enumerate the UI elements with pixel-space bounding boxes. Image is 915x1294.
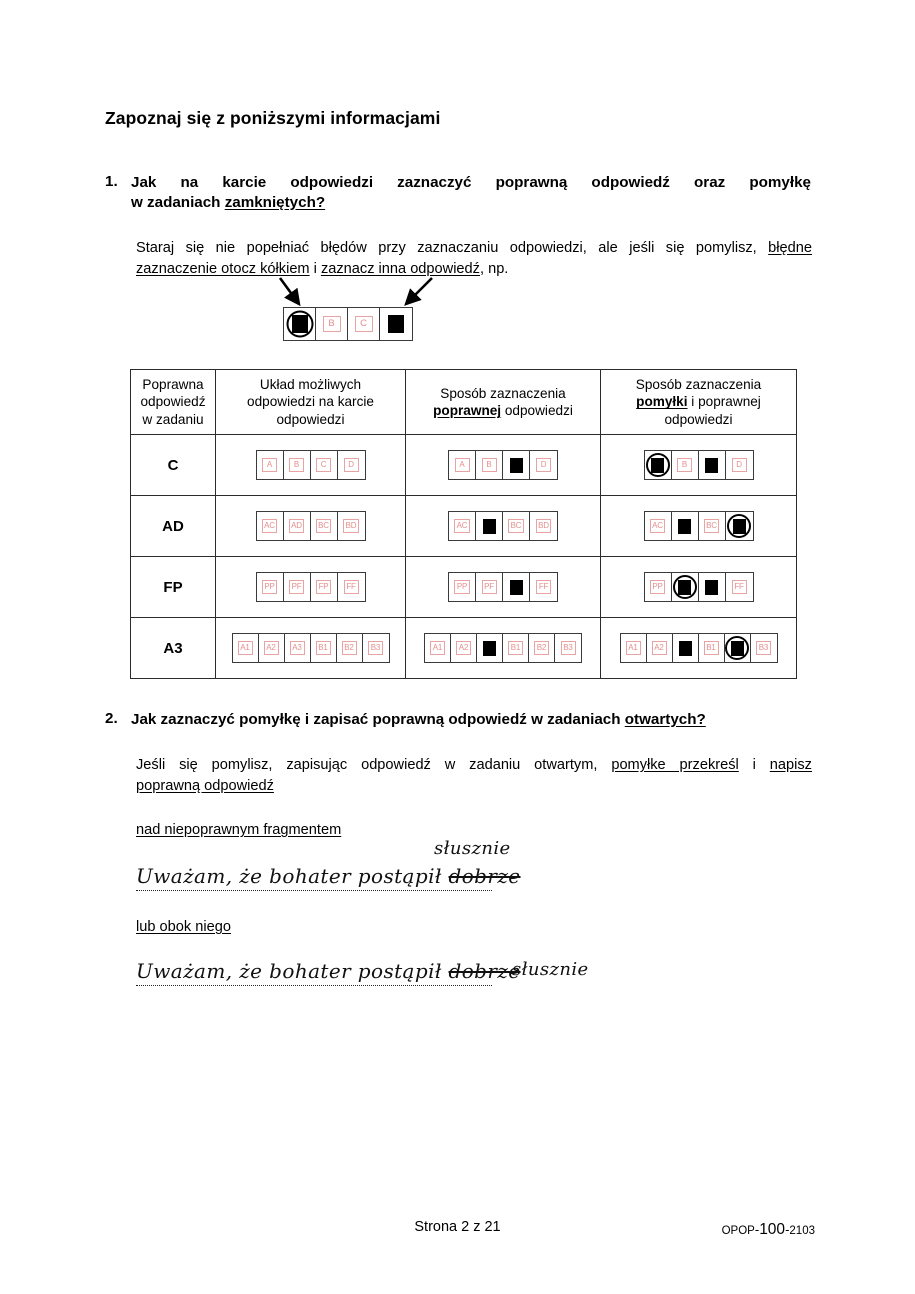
footer-code-part-1: OPOP (721, 1225, 755, 1237)
paragraph-1-underline-1-rest: zaznaczenie otocz kółkiem (136, 260, 310, 277)
answer-option-label: AC (650, 519, 666, 533)
cell-correct-marking (406, 435, 601, 496)
page-title: Zapoznaj się z poniższymi informacjami (105, 108, 441, 128)
table-header-3-post: odpowiedzi (501, 403, 573, 419)
circle-mark-icon (646, 453, 670, 477)
answer-option-label: PP (262, 580, 277, 594)
table-header-correct-marking (406, 370, 601, 435)
answer-option-label: A1 (626, 641, 641, 655)
answer-option-label: B3 (756, 641, 771, 655)
answer-option-cell[interactable] (621, 634, 647, 662)
arrow-right (406, 278, 432, 304)
circle-mark-icon (727, 514, 751, 538)
handwriting-sentence-1 (136, 864, 521, 888)
cell-correct-marking (406, 496, 601, 557)
question-1-line-2-underlined: zamkniętych? (224, 193, 326, 211)
footer-code-sep-1: - (754, 1222, 760, 1237)
strip-wrapper (406, 511, 600, 541)
handwriting-correction-beside: słusznie (512, 959, 589, 980)
answer-option-cell[interactable] (555, 634, 581, 662)
answer-option-strip (448, 450, 558, 480)
paragraph-2-line-1 (136, 755, 812, 776)
answer-option-strip (424, 633, 582, 663)
answer-option-label: PP (454, 580, 469, 594)
filled-square-icon (483, 641, 496, 656)
question-2-number: 2. (105, 710, 118, 727)
answer-option-cell[interactable] (645, 512, 672, 540)
answer-option-label: D (536, 458, 551, 472)
answer-option-cell[interactable] (311, 451, 338, 479)
answer-option-cell[interactable] (503, 451, 530, 479)
footer-code-sep-2: - (785, 1222, 790, 1237)
answer-option-label: FF (732, 580, 747, 594)
answer-option-label: B1 (316, 641, 331, 655)
strip-wrapper (601, 450, 796, 480)
answer-option-label: A1 (238, 641, 253, 655)
cell-option-layout (216, 618, 406, 679)
answer-option-label: BD (343, 519, 359, 533)
answer-option-cell[interactable] (451, 634, 477, 662)
table-header-correct-answer (131, 370, 216, 435)
filled-square-icon (510, 580, 523, 595)
answer-option-label: FP (316, 580, 331, 594)
answer-option-strip (448, 572, 558, 602)
footer-code-part-2: 100 (759, 1221, 786, 1238)
cell-correct-answer: AD (131, 496, 216, 557)
cell-correct-marking (406, 618, 601, 679)
strip-wrapper (406, 450, 600, 480)
answer-option-label: C (355, 316, 373, 333)
cell-correct-answer: FP (131, 557, 216, 618)
answer-option-label: C (316, 458, 331, 472)
footer-page-number: Strona 2 z 21 (414, 1219, 501, 1235)
paragraph-1-underline-2: zaznacz inna odpowiedź (320, 260, 480, 277)
strip-wrapper (601, 511, 796, 541)
answer-option-cell[interactable] (284, 512, 311, 540)
answer-option-label: A2 (264, 641, 279, 655)
answer-option-cell[interactable] (233, 634, 259, 662)
answer-option-cell[interactable] (699, 451, 726, 479)
answer-option-cell[interactable] (672, 573, 699, 601)
filled-square-icon (483, 519, 496, 534)
footer-code-part-3: 2103 (789, 1225, 815, 1237)
cell-mistake-marking (601, 496, 797, 557)
answer-option-strip (232, 633, 390, 663)
table-header-layout (216, 370, 406, 435)
answer-option-strip (644, 511, 754, 541)
answer-option-label: B2 (342, 641, 357, 655)
answer-option-strip (620, 633, 778, 663)
strip-wrapper (601, 633, 796, 663)
cell-mistake-marking (601, 618, 797, 679)
answer-option-label: A2 (652, 641, 667, 655)
example-option-strip (283, 307, 413, 341)
answer-option-label: PF (482, 580, 497, 594)
answer-option-cell[interactable] (449, 451, 476, 479)
question-1-number: 1. (105, 173, 118, 190)
answer-option-cell[interactable] (476, 573, 503, 601)
paragraph-2-mid: i (738, 757, 770, 773)
answer-option-label: B (677, 458, 692, 472)
answer-option-cell[interactable] (699, 573, 726, 601)
answer-option-cell[interactable] (726, 451, 753, 479)
answer-option-label: A3 (290, 641, 305, 655)
answer-option-label: AC (454, 519, 470, 533)
answer-option-cell[interactable] (338, 451, 365, 479)
answer-option-cell[interactable] (726, 573, 753, 601)
handwriting-sentence-2-struck: dobrze (448, 959, 521, 983)
strip-wrapper (406, 633, 600, 663)
answer-option-cell[interactable] (699, 512, 726, 540)
answer-option-label: PP (650, 580, 665, 594)
handwriting-correction-above: słusznie (434, 838, 511, 859)
answer-option-cell[interactable] (673, 634, 699, 662)
paragraph-2-underline-2-head: napisz (769, 757, 812, 773)
answer-option-cell[interactable] (363, 634, 389, 662)
answer-option-cell[interactable] (477, 634, 503, 662)
example-answer-strip (283, 307, 413, 341)
paragraph-2-underline-1: pomyłke przekreśl (611, 757, 739, 773)
answer-option-cell[interactable] (530, 512, 557, 540)
filled-square-icon (678, 519, 691, 534)
answer-option-cell[interactable] (699, 634, 725, 662)
question-1-line-1: Jak na karcie odpowiedzi zaznaczyć poprawną odpowiedź oraz pomyłkę (131, 174, 811, 191)
answer-option-label: AC (262, 519, 278, 533)
table-header-2-text: Układ możliwych odpowiedzi na karcie odpowiedzi (247, 377, 374, 427)
strip-wrapper (216, 511, 405, 541)
answer-option-cell[interactable] (645, 451, 672, 479)
answer-option-label: D (344, 458, 359, 472)
label-beside-fragment: lub obok niego (136, 919, 231, 935)
table-header-3-pre: Sposób zaznaczenia (440, 385, 566, 401)
answer-option-cell[interactable] (645, 573, 672, 601)
handwriting-sentence-2-kept: Uważam, że bohater postąpił (136, 959, 442, 983)
label-above-fragment: nad niepoprawnym fragmentem (136, 822, 342, 838)
filled-square-icon (388, 315, 404, 333)
strip-wrapper (216, 572, 405, 602)
strip-wrapper (216, 633, 405, 663)
answer-option-label: FF (536, 580, 551, 594)
table-header-3-bold: poprawnej (433, 403, 502, 419)
answer-option-cell[interactable] (476, 512, 503, 540)
table-header-4-pre: Sposób zaznaczenia (635, 377, 762, 392)
answer-option-cell[interactable] (338, 512, 365, 540)
circle-mark-icon (725, 636, 749, 660)
answer-option-cell[interactable] (503, 634, 529, 662)
answer-option-cell[interactable] (284, 308, 316, 340)
strip-wrapper (601, 572, 796, 602)
filled-square-icon (679, 641, 692, 656)
answer-option-cell[interactable] (503, 512, 530, 540)
answer-option-cell[interactable] (311, 634, 337, 662)
answer-option-cell[interactable] (311, 512, 338, 540)
answer-option-cell[interactable] (449, 512, 476, 540)
answer-option-strip (256, 511, 366, 541)
answer-marking-table (130, 369, 797, 679)
answer-option-cell[interactable] (257, 573, 284, 601)
circle-mark-icon (673, 575, 697, 599)
answer-option-cell[interactable] (449, 573, 476, 601)
paragraph-1-end: , np. (479, 260, 509, 277)
answer-option-label: B (482, 458, 497, 472)
answer-option-cell[interactable] (672, 451, 699, 479)
cell-option-layout (216, 557, 406, 618)
question-2-underlined: otwartych? (624, 711, 706, 728)
answer-option-cell[interactable] (284, 573, 311, 601)
answer-option-label: A1 (430, 641, 445, 655)
answer-option-label: B (289, 458, 304, 472)
cell-correct-marking (406, 557, 601, 618)
handwriting-sentence-1-struck: dobrze (448, 864, 521, 888)
table-row (131, 435, 797, 496)
filled-square-icon (705, 458, 718, 473)
answer-option-label: B1 (508, 641, 523, 655)
paragraph-2-underline-2-tail: poprawną odpowiedź (136, 777, 274, 794)
answer-option-cell[interactable] (257, 512, 284, 540)
circle-mark-icon (286, 311, 313, 338)
table-row (131, 496, 797, 557)
answer-option-label: B3 (561, 641, 576, 655)
answer-option-strip (644, 572, 754, 602)
answer-option-cell[interactable] (348, 308, 380, 340)
answer-option-strip (256, 450, 366, 480)
answer-option-cell[interactable] (647, 634, 673, 662)
answer-option-cell[interactable] (380, 308, 412, 340)
handwriting-sentence-1-kept: Uważam, że bohater postąpił (136, 864, 442, 888)
cell-option-layout (216, 435, 406, 496)
answer-option-cell[interactable] (672, 512, 699, 540)
answer-option-cell[interactable] (503, 573, 530, 601)
paragraph-1-mid: i (309, 260, 321, 277)
answer-option-label: FF (344, 580, 359, 594)
answer-option-cell[interactable] (726, 512, 753, 540)
answer-option-cell[interactable] (425, 634, 451, 662)
question-2 (105, 710, 815, 730)
paragraph-2-text: Jeśli się pomylisz, zapisując odpowiedź w zadaniu otwartym, (136, 757, 612, 773)
handwriting-sentence-2 (136, 959, 521, 983)
answer-option-cell[interactable] (530, 573, 557, 601)
question-2-text (131, 710, 815, 730)
answer-option-cell[interactable] (259, 634, 285, 662)
paragraph-1-underline-1-part: błędne (768, 240, 812, 256)
answer-option-label: B1 (704, 641, 719, 655)
answer-option-label: PF (289, 580, 304, 594)
answer-option-label: AD (289, 519, 305, 533)
answer-option-label: B3 (368, 641, 383, 655)
answer-option-cell[interactable] (725, 634, 751, 662)
answer-option-cell[interactable] (751, 634, 777, 662)
answer-option-label: BD (536, 519, 552, 533)
handwriting-baseline-1 (136, 890, 492, 891)
answer-option-cell[interactable] (285, 634, 311, 662)
answer-option-cell[interactable] (338, 573, 365, 601)
answer-option-label: BC (704, 519, 720, 533)
answer-option-label: B (323, 316, 341, 333)
table-body (131, 435, 797, 679)
table-header-4-post: i poprawnej odpowiedzi (664, 394, 761, 427)
table-header-1-text: Poprawna odpowiedź w zadaniu (140, 377, 206, 427)
answer-option-cell[interactable] (530, 451, 557, 479)
question-2-prefix: Jak zaznaczyć pomyłkę i zapisać poprawną odpowiedź w zadaniach (131, 711, 625, 728)
answer-option-strip (448, 511, 558, 541)
table-header-row (131, 370, 797, 435)
answer-option-strip (256, 572, 366, 602)
answer-option-label: A2 (456, 641, 471, 655)
strip-wrapper (406, 572, 600, 602)
answer-option-cell[interactable] (476, 451, 503, 479)
answer-option-strip (644, 450, 754, 480)
table-header-mistake-marking (601, 370, 797, 435)
question-2-paragraph (136, 755, 812, 796)
answer-option-cell[interactable] (311, 573, 338, 601)
table-row (131, 618, 797, 679)
filled-square-icon (705, 580, 718, 595)
cell-mistake-marking (601, 557, 797, 618)
answer-option-label: BC (316, 519, 332, 533)
arrow-left (280, 278, 299, 304)
answer-option-label: A (262, 458, 277, 472)
question-1-line-2-prefix: w zadaniach (131, 193, 225, 211)
answer-option-cell[interactable] (284, 451, 311, 479)
answer-option-cell[interactable] (257, 451, 284, 479)
cell-option-layout (216, 496, 406, 557)
cell-correct-answer: C (131, 435, 216, 496)
cell-mistake-marking (601, 435, 797, 496)
answer-option-cell[interactable] (529, 634, 555, 662)
answer-option-label: D (732, 458, 747, 472)
handwriting-baseline-2 (136, 985, 492, 986)
table-row (131, 557, 797, 618)
table-header-4-bold: pomyłki (636, 394, 688, 410)
paragraph-1-text: Staraj się nie popełniać błędów przy zaznaczaniu odpowiedzi, ale jeśli się pomylisz, (136, 240, 769, 256)
filled-square-icon (510, 458, 523, 473)
answer-option-cell[interactable] (337, 634, 363, 662)
answer-option-label: BC (508, 519, 524, 533)
strip-wrapper (216, 450, 405, 480)
answer-option-label: A (455, 458, 470, 472)
cell-correct-answer: A3 (131, 618, 216, 679)
footer-exam-code (722, 1221, 815, 1239)
answer-option-label: B2 (534, 641, 549, 655)
answer-option-cell[interactable] (316, 308, 348, 340)
